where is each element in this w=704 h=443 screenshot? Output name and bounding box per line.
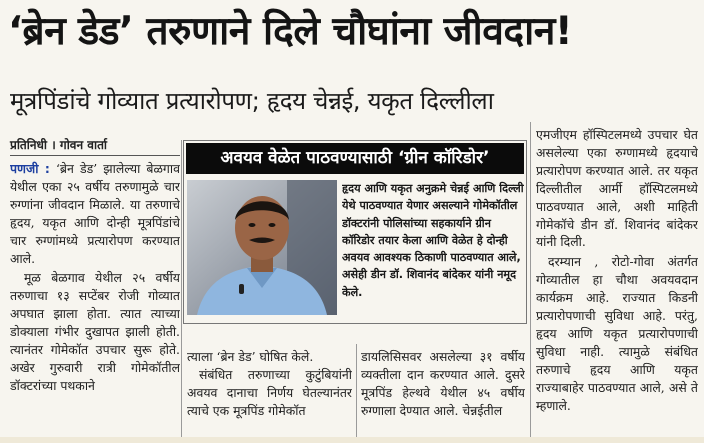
col2-paragraph-2: संबंधित तरुणाच्या कुटुंबियांनी अवयव दानाचा निर्णय घेतल्यानंतर त्याचे एक मूत्रपिंड गोमेकॉत	[187, 366, 352, 418]
bottom-strip	[0, 437, 704, 443]
column-rule-1	[181, 140, 182, 437]
col1-paragraph-1	[10, 160, 180, 267]
column-4	[536, 126, 698, 436]
column-2	[187, 348, 352, 436]
column-rule-3	[530, 122, 531, 437]
column-3	[361, 348, 525, 436]
byline: प्रतिनिधी । गोवन वार्ता	[10, 138, 108, 152]
col1-para1-text: ‘ब्रेन डेड’ झालेल्या बेळगाव येथील एका २५ वर्षीय तरुणामुळे चार रुग्णांना जीवदान मिळाले. या तरुणाचे हृदय, यकृत आणि दोन्ही मूत्रपिंडांचे चार रुग्णांमध्ये प्रत्यारोपण करण्यात आले.	[10, 161, 180, 266]
col2-paragraph-1: त्याला ‘ब्रेन डेड’ घोषित केले.	[187, 349, 314, 364]
col3-paragraph-1: डायलिसिसवर असलेल्या ३१ वर्षीय व्यक्तीला दान करण्यात आले. दुसरे मूत्रपिंड हेल्थवे येथील ४५ वर्षीय रुग्णाला देण्यात आले. चेन्नईतील	[361, 349, 525, 418]
dateline: पणजी :	[10, 161, 50, 176]
column-rule-2	[356, 344, 357, 437]
subheadline: मूत्रपिंडांचे गोव्यात प्रत्यारोपण; हृदय चेन्नई, यकृत दिल्लीला	[10, 87, 494, 115]
dean-portrait-image	[187, 180, 337, 315]
box-heading: अवयव वेळेत पाठवण्यासाठी ‘ग्रीन कॉरिडोर’	[186, 143, 524, 174]
col4-paragraph-2: दरम्यान , रोटो-गोवा अंतर्गत गोव्यातील हा चौथा अवयवदान कार्यक्रम आहे. राज्यात किडनी प्रत्यारोपणाची सुविधा आहे. परंतु, हृदय आणि यकृत प्रत्यारोपणाची सुविधा नाही. त्यामुळे संबंधित तरुणाचे हृदय आणि यकृत राज्याबाहेर पाठवण्यात आले, असे ते म्हणाले.	[536, 254, 698, 413]
byline-rule	[10, 155, 180, 156]
column-1	[10, 160, 180, 435]
dean-photo	[187, 180, 337, 315]
col1-paragraph-2: मूळ बेळगाव येथील २५ वर्षीय तरुणाचा १३ सप्टेंबर रोजी गोव्यात अपघात झाला होता. त्यात त्याच्या डोक्याला गंभीर दुखापत झाली होती. त्यानंतर गोमेकॉत उपचार सुरू होते. अखेर गुरुवारी रात्री गोमेकॉतील डॉक्टरांच्या पथकाने	[10, 270, 180, 393]
col4-paragraph-1: एमजीएम हॉस्पिटलमध्ये उपचार घेत असलेल्या एका रुग्णामध्ये हृदयाचे प्रत्यारोपण करण्यात आले. तर यकृत दिल्लीतील आर्मी हॉस्पिटलमध्ये पाठवण्यात आले, अशी माहिती गोमेकॉचे डीन डॉ. शिवानंद बांदेकर यांनी दिली.	[536, 127, 698, 250]
headline: ‘ब्रेन डेड’ तरुणाने दिले चौघांना जीवदान!	[8, 9, 573, 54]
box-text: हृदय आणि यकृत अनुक्रमे चेन्नई आणि दिल्ली येथे पाठवण्यात येणार असल्याने गोमेकॉतील डॉक्टरांनी पोलिसांच्या सहकार्याने ग्रीन कॉरिडोर तयार केला आणि वेळेत हे दोन्ही अवयव आवश्यक ठिकाणी पाठवण्यात आले, असेही डीन डॉ. शिवानंद बांदेकर यांनी नमूद केले.	[342, 182, 524, 299]
